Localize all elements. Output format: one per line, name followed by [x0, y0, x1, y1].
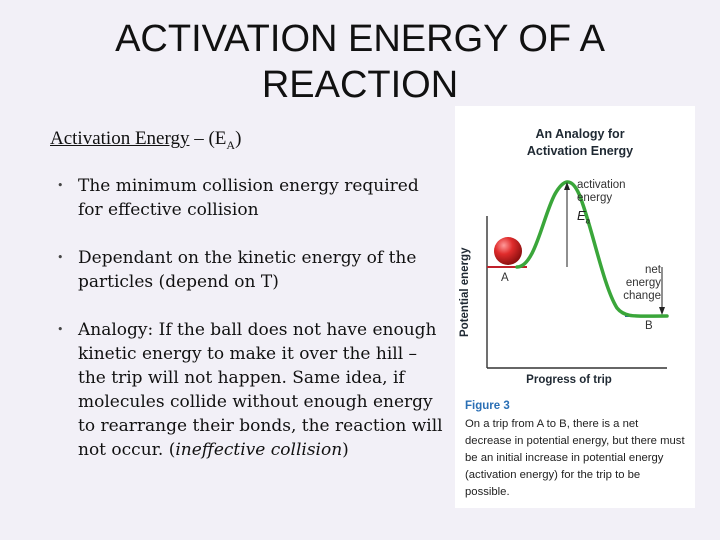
bullet-text: Dependant on the kinetic energy of the particles (depend on T) [78, 248, 417, 292]
bullet-item [50, 174, 445, 222]
subheading-close: ) [235, 128, 242, 149]
x-axis-label: Progress of trip [526, 374, 612, 386]
caption-title: Figure 3 [465, 400, 510, 412]
point-a-label: A [501, 272, 509, 284]
net-change-arrowhead [659, 307, 665, 315]
bullet-marker: • [57, 251, 64, 264]
bullet-marker: • [57, 323, 64, 336]
net-energy-change-label: net energy change [623, 264, 661, 302]
ea-subscript: a [585, 216, 591, 226]
subheading-subscript: A [226, 137, 236, 152]
bullet-text-end: ) [342, 440, 349, 460]
ea-symbol: E [577, 208, 586, 223]
bullet-italic-text: ineffective collision [175, 440, 343, 460]
figure-title: An Analogy for Activation Energy [526, 127, 634, 158]
ea-label [577, 208, 590, 226]
point-b-label: B [645, 320, 653, 332]
bullet-item [50, 318, 445, 462]
caption-text: On a trip from A to B, there is a net decrease in potential energy, but there must be an initial increase in potential energy (activation energy) for the trip to be possible. [465, 418, 685, 498]
bullet-text: Analogy: If the ball does not have enough kinetic energy to make it over the hill – the trip will not happen. Same idea, if molecules collide without enough energy to rearrange their bonds, the reaction will not occur. ( [78, 320, 443, 460]
bullet-marker: • [57, 179, 64, 192]
bullet-text: The minimum collision energy required for effective collision [78, 176, 419, 220]
subheading-suffix: – (E [189, 128, 227, 149]
subheading [50, 128, 241, 153]
bullet-item [50, 246, 445, 294]
bullet-list [50, 174, 445, 462]
analogy-figure [455, 106, 695, 508]
slide-title: ACTIVATION ENERGY OF A REACTION [115, 18, 605, 106]
ball [494, 237, 522, 265]
activation-energy-label: activation energy [577, 179, 626, 204]
y-axis-label: Potential energy [459, 247, 471, 337]
subheading-term: Activation Energy [50, 128, 190, 149]
